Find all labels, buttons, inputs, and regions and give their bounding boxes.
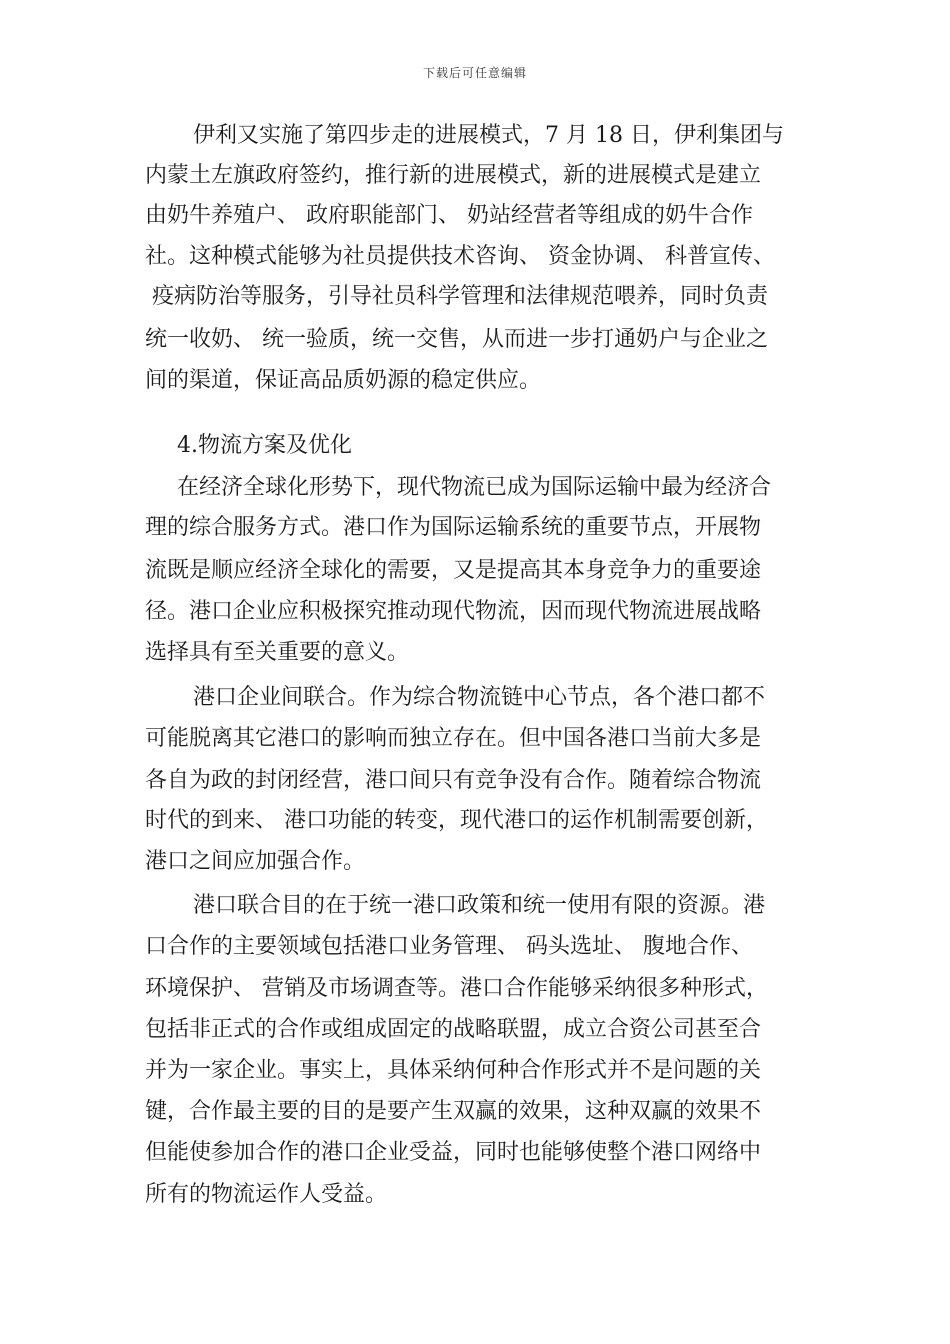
paragraph-4-line-5: 并为一家企业。事实上，具体采纳何种合作形式并不是问题的关 [145,1058,762,1083]
paragraph-2-line-2: 理的综合服务方式。港口作为国际运输系统的重要节点，开展物 [145,515,762,540]
paragraph-4-line-3: 环境保护、 营销及市场调查等。港口合作能够采纳很多种形式， [145,976,768,1001]
paragraph-4-line-2: 口合作的主要领域包括港口业务管理、 码头选址、 腹地合作、 [145,934,753,959]
paragraph-3-line-4: 时代的到来、 港口功能的转变，现代港口的运作机制需要创新， [145,808,768,833]
paragraph-3-line-2: 可能脱离其它港口的影响而独立存在。但中国各港口当前大多是 [145,726,762,751]
paragraph-2-line-4: 径。港口企业应积极探究推动现代物流，因而现代物流进展战略 [145,599,762,624]
paragraph-3-line-1: 港口企业间联合。作为综合物流链中心节点，各个港口都不 [193,685,766,710]
paragraph-1-line-5: 疫病防治等服务，引导社员科学管理和法律规范喂养，同时负责 [145,284,768,309]
paragraph-2-line-1: 在经济全球化形势下，现代物流已成为国际运输中最为经济合 [177,475,772,500]
paragraph-2-line-5: 选择具有至关重要的意义。 [145,640,410,665]
paragraph-3-line-3: 各自为政的封闭经营，港口间只有竞争没有合作。随着综合物流 [145,768,762,793]
paragraph-4-line-4: 包括非正式的合作或组成固定的战略联盟，成立合资公司甚至合 [145,1017,762,1042]
paragraph-1-line-4: 社。这种模式能够为社员提供技术咨询、 资金协调、 科普宣传、 [145,244,775,269]
paragraph-4-line-7: 但能使参加合作的港口企业受益，同时也能够使整个港口网络中 [145,1140,762,1165]
section-heading: 4.物流方案及优化 [177,433,352,458]
paragraph-1-line-6: 统一收奶、 统一验质，统一交售，从而进一步打通奶户与企业之 [145,327,768,352]
paragraph-2-line-3: 流既是顺应经济全球化的需要，又是提高其本身竞争力的重要途 [145,558,762,583]
paragraph-4-line-6: 键，合作最主要的目的是要产生双赢的效果，这种双赢的效果不 [145,1099,762,1124]
paragraph-4-line-8: 所有的物流运作人受益。 [145,1182,388,1207]
paragraph-4-line-1: 港口联合目的在于统一港口政策和统一使用有限的资源。港 [193,893,766,918]
page-header: 下载后可任意编辑 [422,66,527,80]
paragraph-1-line-7: 间的渠道，保证高品质奶源的稳定供应。 [145,368,542,393]
paragraph-1-line-2: 内蒙土左旗政府签约，推行新的进展模式，新的进展模式是建立 [145,163,762,188]
paragraph-1-line-1: 伊利又实施了第四步走的进展模式，7 月 18 日，伊利集团与 [193,123,784,148]
paragraph-3-line-5: 港口之间应加强合作。 [145,849,366,874]
paragraph-1-line-3: 由奶牛养殖户、 政府职能部门、 奶站经营者等组成的奶牛合作 [145,203,753,228]
